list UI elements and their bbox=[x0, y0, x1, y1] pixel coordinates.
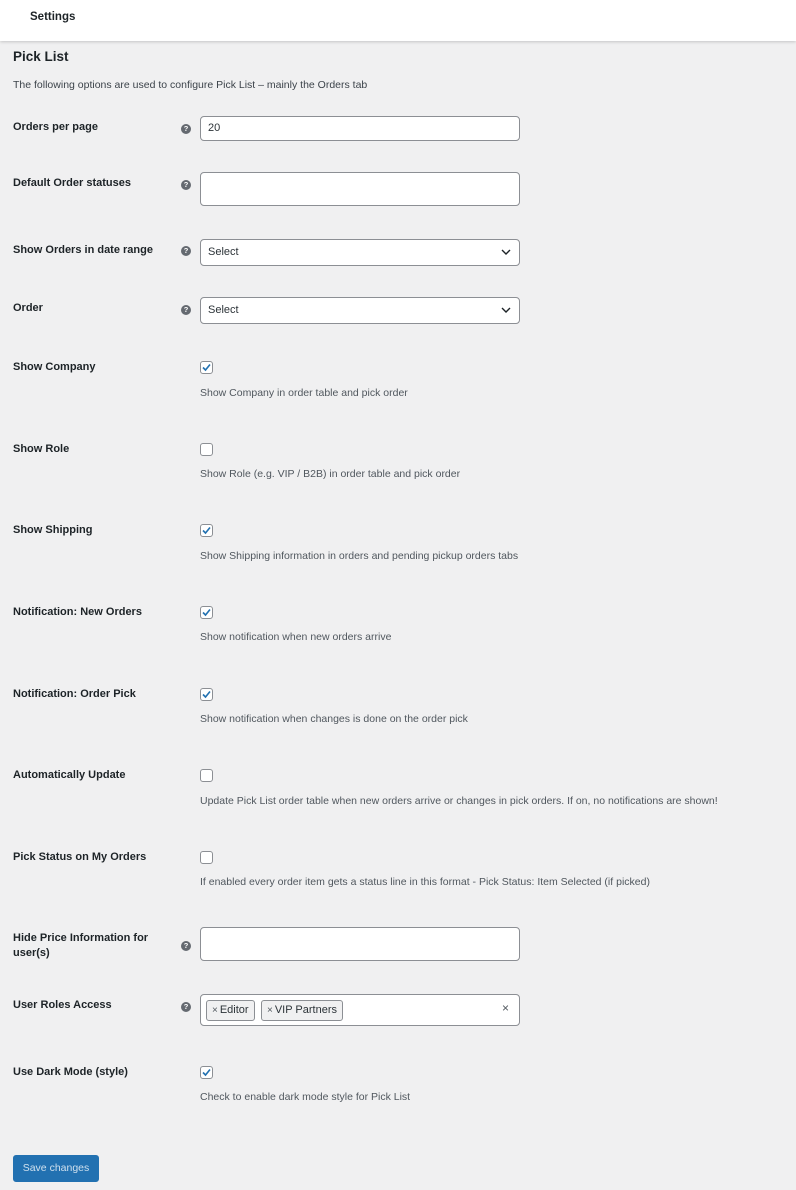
show-role-description: Show Role (e.g. VIP / B2B) in order table and pick order bbox=[200, 468, 461, 480]
pick-status-label: Pick Status on My Orders bbox=[13, 851, 147, 863]
automatically-update-label: Automatically Update bbox=[13, 769, 126, 781]
help-icon[interactable]: ? bbox=[181, 180, 191, 190]
show-role-label: Show Role bbox=[13, 443, 70, 455]
page-intro: The following options are used to configure Pick List – mainly the Orders tab bbox=[13, 79, 368, 91]
top-bar-title: Settings bbox=[30, 11, 76, 23]
remove-tag-icon[interactable]: × bbox=[212, 1005, 218, 1016]
notification-new-orders-checkbox[interactable] bbox=[200, 606, 213, 619]
notification-order-pick-description: Show notification when changes is done on the order pick bbox=[200, 713, 468, 725]
date-range-label: Show Orders in date range bbox=[13, 244, 153, 256]
user-roles-label: User Roles Access bbox=[13, 999, 112, 1011]
pick-status-description: If enabled every order item gets a status line in this format - Pick Status: Item Selected (if picked) bbox=[200, 876, 650, 888]
save-changes-button[interactable]: Save changes bbox=[13, 1155, 99, 1182]
hide-price-input[interactable] bbox=[200, 927, 520, 961]
help-icon[interactable]: ? bbox=[181, 305, 191, 315]
checkmark-icon bbox=[201, 689, 212, 700]
checkmark-icon bbox=[201, 1067, 212, 1078]
orders-per-page-input[interactable]: 20 bbox=[200, 116, 520, 141]
help-icon[interactable]: ? bbox=[181, 246, 191, 256]
date-range-select-value: Select bbox=[208, 246, 239, 258]
user-roles-select[interactable] bbox=[200, 994, 520, 1026]
tag-vip-partners bbox=[261, 1000, 343, 1021]
chevron-down-icon bbox=[500, 246, 512, 258]
order-label: Order bbox=[13, 302, 43, 314]
show-role-checkbox[interactable] bbox=[200, 443, 213, 456]
order-select[interactable] bbox=[200, 297, 520, 324]
help-icon[interactable]: ? bbox=[181, 941, 191, 951]
notification-order-pick-checkbox[interactable] bbox=[200, 688, 213, 701]
show-shipping-label: Show Shipping bbox=[13, 524, 93, 536]
tag-editor bbox=[206, 1000, 255, 1021]
tag-label: VIP Partners bbox=[274, 1004, 338, 1016]
automatically-update-description: Update Pick List order table when new orders arrive or changes in pick orders. If on, no notifications are shown! bbox=[200, 795, 718, 807]
pick-status-checkbox[interactable] bbox=[200, 851, 213, 864]
dark-mode-description: Check to enable dark mode style for Pick List bbox=[200, 1091, 411, 1103]
show-shipping-description: Show Shipping information in orders and pending pickup orders tabs bbox=[200, 550, 519, 562]
automatically-update-checkbox[interactable] bbox=[200, 769, 213, 782]
default-order-statuses-input[interactable] bbox=[200, 172, 520, 206]
default-order-statuses-label: Default Order statuses bbox=[13, 177, 131, 189]
show-company-checkbox[interactable] bbox=[200, 361, 213, 374]
show-shipping-checkbox[interactable] bbox=[200, 524, 213, 537]
page-title: Pick List bbox=[13, 49, 69, 64]
show-company-description: Show Company in order table and pick order bbox=[200, 387, 408, 399]
order-select-value: Select bbox=[208, 304, 239, 316]
dark-mode-label: Use Dark Mode (style) bbox=[13, 1066, 128, 1078]
orders-per-page-label: Orders per page bbox=[13, 121, 98, 133]
remove-tag-icon[interactable]: × bbox=[267, 1005, 273, 1016]
notification-new-orders-label: Notification: New Orders bbox=[13, 606, 142, 618]
checkmark-icon bbox=[201, 607, 212, 618]
notification-order-pick-label: Notification: Order Pick bbox=[13, 688, 136, 700]
date-range-select[interactable] bbox=[200, 239, 520, 266]
notification-new-orders-description: Show notification when new orders arrive bbox=[200, 631, 392, 643]
checkmark-icon bbox=[201, 525, 212, 536]
dark-mode-checkbox[interactable] bbox=[200, 1066, 213, 1079]
top-bar bbox=[0, 0, 796, 41]
help-icon[interactable]: ? bbox=[181, 1002, 191, 1012]
checkmark-icon bbox=[201, 362, 212, 373]
tag-label: Editor bbox=[219, 1004, 249, 1016]
show-company-label: Show Company bbox=[13, 361, 96, 373]
hide-price-label: Hide Price Information for user(s) bbox=[13, 932, 149, 959]
clear-all-icon[interactable]: × bbox=[501, 1001, 509, 1015]
chevron-down-icon bbox=[500, 304, 512, 316]
help-icon[interactable]: ? bbox=[181, 124, 191, 134]
